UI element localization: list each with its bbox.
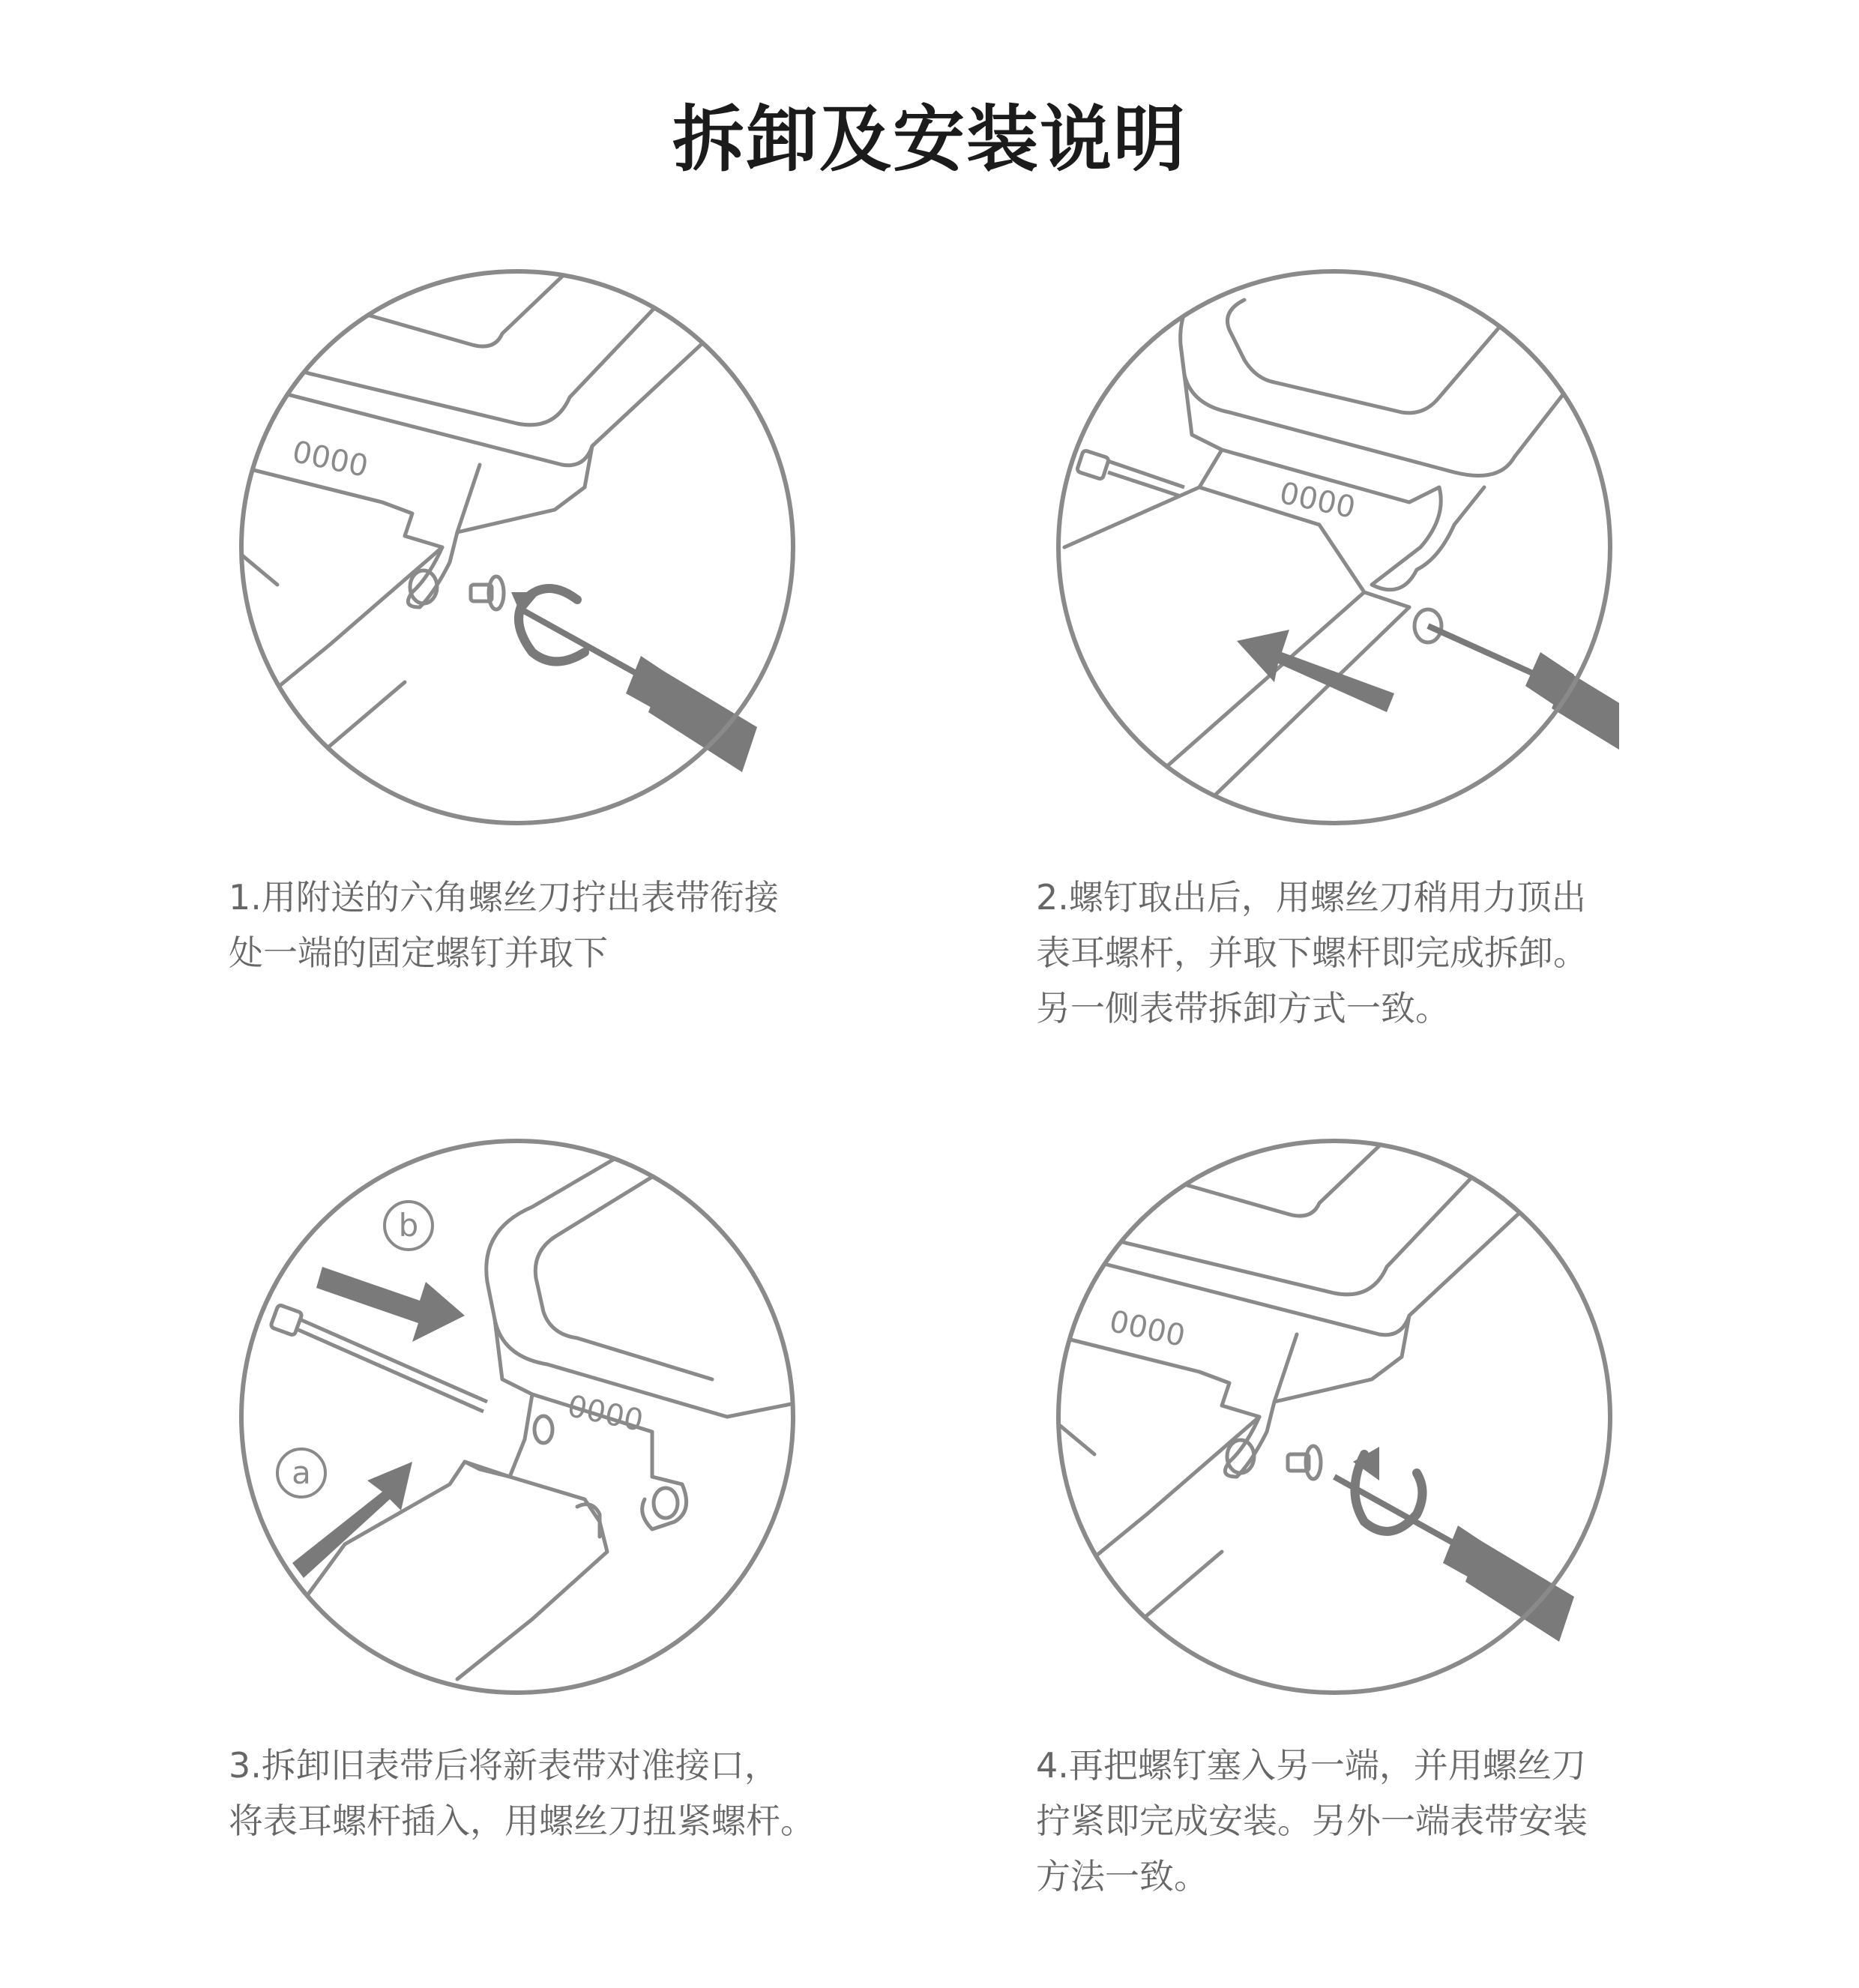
frame-circle <box>241 1141 793 1693</box>
step-3-illustration <box>232 1132 802 1702</box>
watch-screen <box>1228 292 1530 413</box>
marker-b <box>385 1202 433 1250</box>
screwdriver-icon <box>517 607 757 772</box>
port-label: 0000 <box>1106 1304 1189 1354</box>
step-4-illustration <box>1049 1132 1619 1702</box>
caption-line: 表耳螺杆，并取下螺杆即完成拆卸。 <box>1036 933 1588 973</box>
lug-hole-icon <box>1227 1440 1254 1473</box>
screw-icon <box>471 576 504 609</box>
port-label: 0000 <box>289 434 372 484</box>
port-label: 0000 <box>564 1388 647 1439</box>
watch-body <box>486 1154 802 1417</box>
screwdriver-icon <box>1334 1477 1574 1642</box>
pin-bar-icon <box>1076 450 1184 496</box>
watch-body <box>1100 1132 1529 1295</box>
caption-line: 将表耳螺杆插入，用螺丝刀扭紧螺杆。 <box>229 1801 815 1841</box>
lug-hole-icon <box>410 570 437 603</box>
page-title: 拆卸及安装说明 <box>672 97 1187 181</box>
step-2-illustration <box>1049 262 1619 832</box>
caption-line: 另一侧表带拆卸方式一致。 <box>1036 988 1450 1028</box>
svg-text:a: a <box>292 1454 311 1491</box>
caption-line: 3.拆卸旧表带后将新表带对准接口， <box>229 1745 779 1786</box>
caption-line: 2.螺钉取出后，用螺丝刀稍用力顶出 <box>1036 877 1586 918</box>
step-2-caption <box>1036 870 1636 1036</box>
caption-line: 4.再把螺钉塞入另一端，并用螺丝刀 <box>1036 1745 1586 1786</box>
caption-line: 1.用附送的六角螺丝刀拧出表带衔接 <box>229 877 779 918</box>
caption-line: 处一端的固定螺钉并取下 <box>229 933 608 973</box>
arrow-b-icon <box>316 1267 465 1342</box>
port-label: 0000 <box>1276 475 1359 525</box>
watch-body <box>283 262 712 425</box>
caption-line: 方法一致。 <box>1036 1856 1208 1897</box>
step-1-illustration <box>232 262 802 832</box>
step-4-caption <box>1036 1738 1636 1904</box>
svg-text:b: b <box>398 1207 419 1244</box>
caption-line: 拧紧即完成安装。另外一端表带安装 <box>1036 1801 1588 1841</box>
watch-body <box>1181 270 1619 476</box>
marker-a <box>277 1449 325 1497</box>
lug-hole-icon <box>654 1488 678 1518</box>
step-3-caption <box>229 1738 828 1849</box>
step-1-caption <box>229 870 828 981</box>
screw-icon <box>1288 1446 1321 1479</box>
watch-screen <box>535 1177 712 1379</box>
